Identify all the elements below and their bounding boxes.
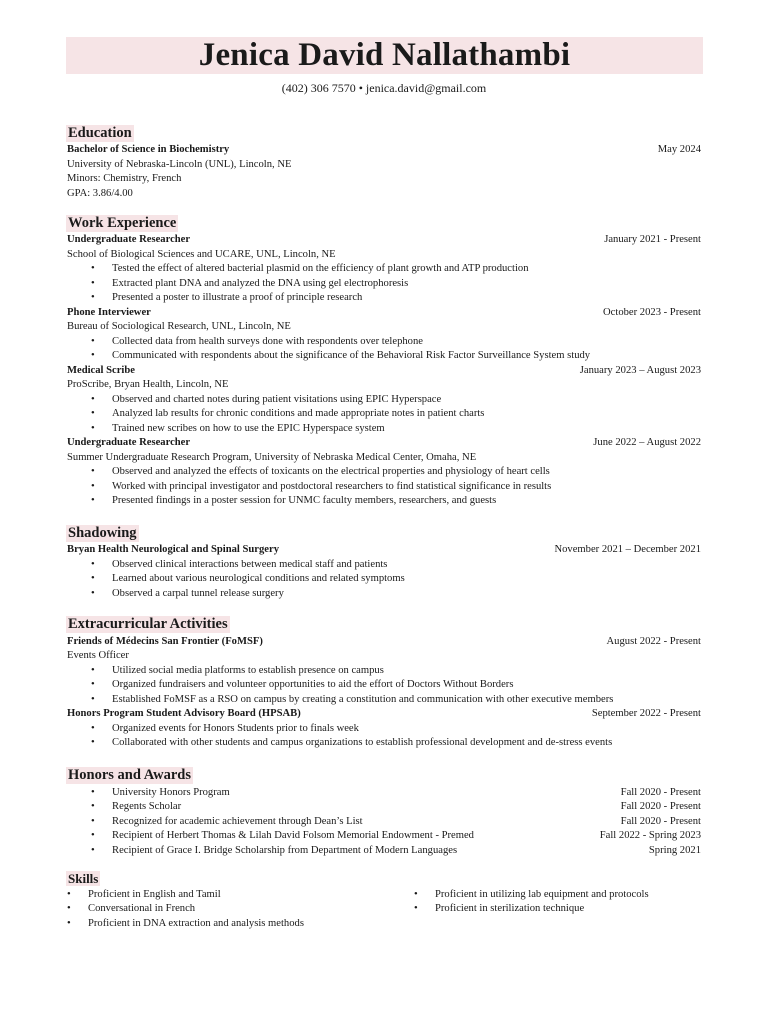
bullet-icon: • [67,917,71,929]
section-title-honors: Honors and Awards [68,767,192,783]
job-org-row [67,451,701,466]
shadowing-header [67,543,701,558]
bullet-icon: • [91,830,95,841]
honor-text: Recipient of Grace I. Bridge Scholarship from Department of Modern Languages [112,844,458,856]
bullet-icon: • [414,888,418,900]
activity-position: Events Officer [67,650,129,661]
list-item-text: Utilized social media platforms to establish presence on campus [112,664,384,676]
shadowing-role: Bryan Health Neurological and Spinal Surgery [67,544,279,555]
bullet-icon: • [414,903,418,914]
education-school [67,158,701,173]
bullet-icon: • [91,801,95,812]
honor-date: Fall 2020 - Present [620,815,701,827]
bullet-icon: • [91,558,95,570]
honor-item [91,815,701,830]
honor-date: Fall 2022 - Spring 2023 [599,830,701,841]
bullet-icon: • [91,466,95,477]
bullet-icon: • [91,393,95,405]
list-item-text: Tested the effect of altered bacterial plasmid on the efficiency of plant growth and ATP production [112,263,529,274]
job-org: ProScribe, Bryan Health, Lincoln, NE [67,379,229,390]
activity-sub-row [67,649,701,664]
list-item-text: Presented a poster to illustrate a proof of principle research [112,292,363,303]
bullet-icon: • [67,903,71,914]
bullet-icon: • [91,679,95,690]
honor-item [91,844,701,859]
bullet-icon: • [91,587,95,599]
gpa-text: GPA: 3.86/4.00 [67,187,133,199]
activity-date: August 2022 - Present [606,635,701,647]
candidate-name: Jenica David Nallathambi [198,37,571,73]
job-date: June 2022 – August 2022 [593,437,701,448]
list-item-text: Collected data from health surveys done with respondents over telephone [112,335,423,347]
job-role: Phone Interviewer [67,306,151,318]
bullet-icon: • [91,350,95,361]
honor-item [91,800,701,815]
job-header [67,364,701,379]
contact-line: (402) 306 7570 • jenica.david@gmail.com [281,81,487,95]
list-item-text: Collaborated with other students and campus organizations to establish professional development and de-stress events [112,737,613,748]
bullet-icon: • [91,263,95,274]
honor-text: Regents Scholar [112,801,182,812]
activity-header [67,707,701,722]
job-role: Undergraduate Researcher [67,437,191,448]
list-item-text: Extracted plant DNA and analyzed the DNA using gel electrophoresis [112,277,409,289]
bullet-icon: • [91,408,95,419]
bullet-icon: • [91,495,95,506]
bullet-icon: • [67,888,71,900]
bullet-icon: • [91,737,95,748]
job-org: School of Biological Sciences and UCARE, UNL, Lincoln, NE [67,248,336,260]
list-item-text: Worked with principal investigator and postdoctoral researchers to find statistical significance in results [112,480,552,492]
section-title-education: Education [68,125,132,141]
honor-text: Recognized for academic achievement through Dean’s List [112,815,363,827]
job-date: October 2023 - Present [603,306,701,318]
list-item-text: Organized fundraisers and volunteer opportunities to aid the effort of Doctors Without Borders [112,679,514,690]
list-item-text: Organized events for Honors Students prior to finals week [112,722,359,734]
minors-text: Minors: Chemistry, French [67,173,182,184]
bullet-icon: • [91,786,95,798]
section-title-skills: Skills [68,871,99,886]
honor-text: Recipient of Herbert Thomas & Lilah David Folsom Memorial Endowment - Premed [112,830,474,841]
skill-text: Conversational in French [88,903,196,914]
bullet-icon: • [91,292,95,303]
education-gpa [67,187,701,202]
job-org-row [67,248,701,263]
bullet-icon: • [91,815,95,827]
education-degree-row [67,143,701,158]
list-item-text: Observed and charted notes during patient visitations using EPIC Hyperspace [112,393,442,405]
bullet-icon: • [91,693,95,705]
job-role: Undergraduate Researcher [67,234,191,245]
list-item-text: Trained new scribes on how to use the EPIC Hyperspace system [112,422,385,434]
honor-item [91,786,701,801]
job-header [67,436,701,451]
section-title-extracurricular: Extracurricular Activities [68,616,228,632]
activity-date: September 2022 - Present [591,708,701,719]
section-title-shadowing: Shadowing [68,525,137,541]
honor-date: Fall 2020 - Present [620,786,701,798]
education-minors [67,172,701,187]
list-item-text: Analyzed lab results for chronic conditions and made appropriate notes in patient charts [112,408,485,419]
activity-role: Honors Program Student Advisory Board (HPSAB) [67,708,301,719]
honor-text: University Honors Program [112,786,230,798]
skill-text: Proficient in DNA extraction and analysis methods [88,917,304,929]
list-item-text: Observed and analyzed the effects of toxicants on the electrical properties and physiology of heart cells [112,466,550,477]
bullet-icon: • [91,573,95,584]
degree-title: Bachelor of Science in Biochemistry [67,144,230,155]
activity-header [67,635,701,650]
bullet-icon: • [91,480,95,492]
skill-text: Proficient in sterilization technique [435,903,585,914]
shadowing-date: November 2021 – December 2021 [554,544,701,555]
list-item-text: Established FoMSF as a RSO on campus by creating a constitution and communication with other executive members [112,693,614,705]
honor-date: Fall 2020 - Present [620,801,701,812]
job-date: January 2023 – August 2023 [579,364,701,376]
job-role: Medical Scribe [67,364,135,376]
job-org: Bureau of Sociological Research, UNL, Lincoln, NE [67,321,291,332]
list-item-text: Presented findings in a poster session for UNMC faculty members, researchers, and guests [112,495,497,506]
list-item-text: Communicated with respondents about the significance of the Behavioral Risk Factor Surveillance System study [112,350,591,361]
section-title-work: Work Experience [68,215,177,231]
list-item-text: Learned about various neurological conditions and related symptoms [112,573,405,584]
bullet-icon: • [91,277,95,289]
list-item-text: Observed a carpal tunnel release surgery [112,587,284,599]
activity-role: Friends of Médecins San Frontier (FoMSF) [67,635,263,647]
bullet-icon: • [91,844,95,856]
job-org-row [67,320,701,335]
degree-date: May 2024 [657,144,701,155]
list-item-text: Observed clinical interactions between medical staff and patients [112,558,388,570]
job-org-row [67,378,701,393]
job-date: January 2021 - Present [604,234,701,245]
job-org: Summer Undergraduate Research Program, University of Nebraska Medical Center, Omaha, NE [67,451,477,463]
honor-date: Spring 2021 [648,844,701,856]
bullet-icon: • [91,664,95,676]
school-name: University of Nebraska-Lincoln (UNL), Lincoln, NE [67,158,292,170]
bullet-icon: • [91,335,95,347]
job-header [67,233,701,248]
bullet-icon: • [91,422,95,434]
name-banner [66,37,703,74]
job-header [67,306,701,321]
skill-text: Proficient in utilizing lab equipment and protocols [435,888,649,900]
honor-item [91,829,701,844]
bullet-icon: • [91,722,95,734]
skill-text: Proficient in English and Tamil [88,888,221,900]
